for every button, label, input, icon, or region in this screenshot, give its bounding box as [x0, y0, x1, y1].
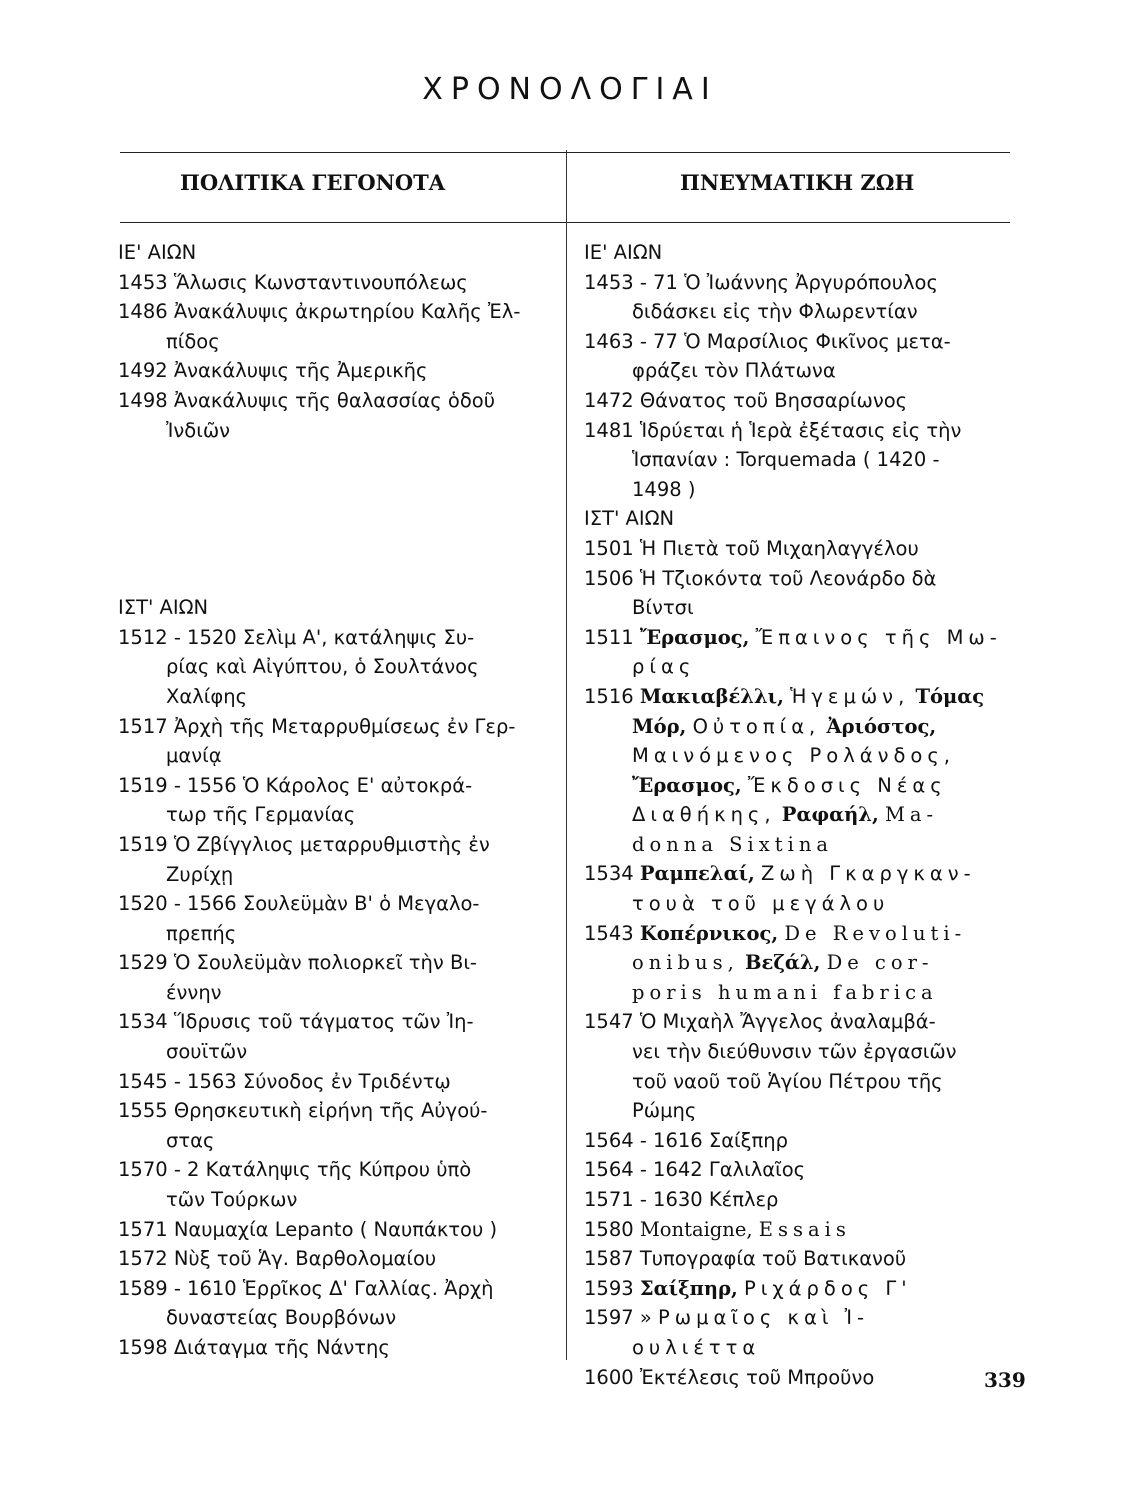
work-title: De cor- — [826, 951, 934, 975]
work-title: ουλιέττα — [632, 1335, 761, 1359]
entry-1529-cont: έννην — [166, 980, 222, 1004]
intellectual-life-heading: ΠΝΕΥΜΑΤΙΚΗ ΖΩΗ — [680, 170, 915, 195]
entry-1555: 1555 Θρησκευτικὴ εἰρήνη τῆς Αὐγού- — [118, 1099, 488, 1123]
entry-1511 — [584, 623, 1024, 653]
entry-1516-cont — [584, 712, 1024, 742]
political-events-heading: ΠΟΛΙΤΙΚΑ ΓΕΓΟΝΟΤΑ — [180, 170, 446, 195]
work-title: Ma- — [884, 803, 939, 827]
entry-1564: 1564 - 1616 Σαίξπηρ — [584, 1128, 789, 1152]
year: 1534 — [584, 862, 634, 886]
entry-1481-cont: 1498 ) — [632, 477, 696, 501]
entry-1453-cont: διδάσκει εἰς τὴν Φλωρεντίαν — [632, 300, 918, 324]
entry-1547-cont: νει τὴν διεύθυνσιν τῶν ἐργασιῶν — [632, 1040, 957, 1064]
person-name: Ραφαήλ, — [781, 803, 879, 827]
year: 1516 — [584, 684, 634, 708]
person-name: Montaigne, — [639, 1217, 753, 1241]
entry-1512-cont: ρίας καὶ Αἰγύπτου, ὁ Σουλτάνος — [166, 655, 479, 679]
entry-1501: 1501 Ἡ Πιετὰ τοῦ Μιχαηλαγγέλου — [584, 536, 919, 560]
entry-1543-cont — [584, 978, 1024, 1008]
entry-1520-cont: πρεπής — [166, 921, 237, 945]
work-title: ρίας — [632, 655, 696, 679]
entry-1511-cont — [584, 652, 1024, 682]
entry-1570-cont: τῶν Τούρκων — [166, 1188, 298, 1212]
entry-1547-cont: Ρώμης — [632, 1099, 697, 1123]
entry-1534-cont — [584, 889, 1024, 919]
work-title: poris humani fabrica — [632, 980, 938, 1004]
work-title: Ζωὴ Γκαργκαν- — [761, 862, 976, 886]
person-name: Ἔρασμος, — [632, 773, 742, 797]
work-title: donna Sixtina — [632, 832, 834, 856]
entry-1520: 1520 - 1566 Σουλεϋμὰν Β' ὁ Μεγαλο- — [118, 892, 480, 916]
entry-1597 — [584, 1303, 1024, 1333]
person-name: Σαίξπηρ, — [639, 1276, 738, 1300]
entry-1519b: 1519 Ὁ Ζβίγγλιος μεταρρυθμιστὴς ἐν — [118, 832, 490, 856]
entry-1472: 1472 Θάνατος τοῦ Βησσαρίωνος — [584, 388, 908, 412]
entry-1597-cont — [584, 1333, 1024, 1363]
century-heading: ΙΣΤ' ΑΙΩΝ — [584, 507, 675, 531]
work-title: Essais — [758, 1217, 851, 1241]
entry-1498-cont: Ἰνδιῶν — [166, 418, 231, 442]
entry-1534 — [584, 859, 1024, 889]
work-title: τουὰ τοῦ μεγάλου — [632, 892, 890, 916]
entry-1506-cont: Βίντσι — [632, 596, 694, 620]
person-name: Ἔρασμος, — [639, 625, 750, 649]
entry-1519: 1519 - 1556 Ὁ Κάρολος Ε' αὐτοκρά- — [118, 773, 473, 797]
top-rule — [120, 152, 1010, 153]
entry-1517-cont: μανίᾳ — [166, 744, 222, 768]
political-events-column — [118, 238, 558, 1363]
century-heading: ΙΕ' ΑΙΩΝ — [584, 241, 663, 264]
person-name: Τόμας — [915, 684, 985, 708]
entry-1486-cont: πίδος — [166, 329, 220, 353]
page-number: 339 — [984, 1368, 1026, 1392]
entry-1543-cont — [584, 948, 1024, 978]
entry-1571: 1571 Ναυμαχία Lepanto ( Ναυπάκτου ) — [118, 1217, 498, 1241]
work-title: Ρωμαῖος καὶ Ἰ- — [657, 1306, 870, 1330]
entry-1580 — [584, 1215, 1024, 1245]
entry-1543 — [584, 919, 1024, 949]
work-title: Μαινόμενος Ρολάνδος, — [632, 744, 955, 768]
entry-1564b: 1564 - 1642 Γαλιλαῖος — [584, 1158, 806, 1182]
entry-1516-cont — [584, 771, 1024, 801]
entry-1572: 1572 Νὺξ τοῦ Ἁγ. Βαρθολομαίου — [118, 1247, 437, 1271]
entry-1512: 1512 - 1520 Σελὶμ Α', κατάληψις Συ- — [118, 625, 475, 649]
work-title: Ἡγεμών, — [790, 684, 910, 708]
page-title: ΧΡΟΝΟΛΟΓΙΑΙ — [422, 72, 718, 107]
entry-1571: 1571 - 1630 Κέπλερ — [584, 1188, 779, 1211]
entry-1555-cont: στας — [166, 1128, 215, 1152]
year: 1580 — [584, 1217, 634, 1241]
entry-1517: 1517 Ἀρχὴ τῆς Μεταρρυθμίσεως ἐν Γερ- — [118, 714, 516, 738]
work-title: Διαθήκης, — [632, 803, 776, 827]
entry-1570: 1570 - 2 Κατάληψις τῆς Κύπρου ὑπὸ — [118, 1158, 472, 1182]
person-name: Ραμπελαί, — [639, 862, 755, 886]
entry-1547: 1547 Ὁ Μιχαὴλ Ἄγγελος ἀναλαμβά- — [584, 1010, 936, 1034]
entry-1492: 1492 Ἀνακάλυψις τῆς Ἀμερικῆς — [118, 359, 428, 383]
entry-1534-cont: σουϊτῶν — [166, 1040, 248, 1064]
year: 1511 — [584, 625, 634, 649]
ditto-mark: » — [639, 1306, 652, 1330]
work-title: Ἔκδοσις Νέας — [747, 773, 947, 797]
intellectual-life-column — [584, 238, 1024, 1392]
work-title: Οὐτοπία, — [692, 714, 821, 738]
year: 1543 — [584, 921, 634, 945]
entry-1598: 1598 Διάταγμα τῆς Νάντης — [118, 1336, 390, 1359]
entry-1453: 1453 - 71 Ὁ Ἰωάννης Ἀργυρόπουλος — [584, 270, 938, 294]
person-name: Μακιαβέλλι, — [639, 684, 784, 708]
entry-1593 — [584, 1274, 1024, 1304]
entry-1512-cont: Χαλίφης — [166, 684, 248, 708]
entry-1486: 1486 Ἀνακάλυψις ἀκρωτηρίου Καλῆς Ἐλ- — [118, 300, 521, 324]
entry-1481: 1481 Ἱδρύεται ἡ Ἱερὰ ἐξέτασις εἰς τὴν — [584, 418, 962, 442]
entry-1589-cont: δυναστείας Βουρβόνων — [166, 1306, 397, 1330]
person-name: Ἀριόστος, — [826, 714, 937, 738]
year: 1597 — [584, 1306, 634, 1330]
entry-1516-cont — [584, 830, 1024, 860]
header-rule — [120, 222, 1010, 223]
person-name: Μόρ, — [632, 714, 687, 738]
entry-1519b-cont: Ζυρίχῃ — [166, 862, 234, 886]
work-title: onibus, — [632, 951, 739, 975]
entry-1516-cont — [584, 741, 1024, 771]
work-title: Ἔπαινος τῆς Μω- — [755, 625, 1002, 649]
entry-1534: 1534 Ἵδρυσις τοῦ τάγματος τῶν Ἰη- — [118, 1010, 474, 1034]
person-name: Κοπέρνικος, — [639, 921, 779, 945]
work-title: De Revoluti- — [784, 921, 967, 945]
year: 1593 — [584, 1276, 634, 1300]
entry-1516 — [584, 682, 1024, 712]
entry-1506: 1506 Ἡ Τζιοκόντα τοῦ Λεονάρδο δὰ — [584, 566, 937, 590]
person-name: Βεζάλ, — [745, 951, 821, 975]
spacer — [118, 445, 558, 593]
century-heading: ΙΕ' ΑΙΩΝ — [118, 241, 197, 264]
entry-1453: 1453 Ἅλωσις Κωνσταντινουπόλεως — [118, 270, 468, 294]
entry-1498: 1498 Ἀνακάλυψις τῆς θαλασσίας ὁδοῦ — [118, 388, 495, 412]
entry-1463: 1463 - 77 Ὁ Μαρσίλιος Φικῖνος μετα- — [584, 329, 951, 353]
entry-1529: 1529 Ὁ Σουλεϋμὰν πολιορκεῖ τὴν Βι- — [118, 951, 477, 975]
entry-1600: 1600 Ἐκτέλεσις τοῦ Μπροῦνο — [584, 1365, 875, 1389]
entry-1589: 1589 - 1610 Ἑρρῖκος Δ' Γαλλίας. Ἀρχὴ — [118, 1276, 494, 1300]
entry-1516-cont — [584, 800, 1024, 830]
entry-1463-cont: φράζει τὸν Πλάτωνα — [632, 359, 836, 383]
column-divider — [566, 150, 567, 1360]
century-heading: ΙΣΤ' ΑΙΩΝ — [118, 596, 209, 620]
entry-1545: 1545 - 1563 Σύνοδος ἐν Τριδέντῳ — [118, 1069, 451, 1093]
entry-1481-cont: Ἱσπανίαν : Torquemada ( 1420 - — [632, 448, 940, 472]
work-title: Ριχάρδος Γ' — [744, 1276, 912, 1300]
entry-1547-cont: τοῦ ναοῦ τοῦ Ἁγίου Πέτρου τῆς — [632, 1069, 943, 1093]
entry-1519-cont: τωρ τῆς Γερμανίας — [166, 803, 356, 827]
entry-1587: 1587 Τυπογραφία τοῦ Βατικανοῦ — [584, 1247, 907, 1271]
